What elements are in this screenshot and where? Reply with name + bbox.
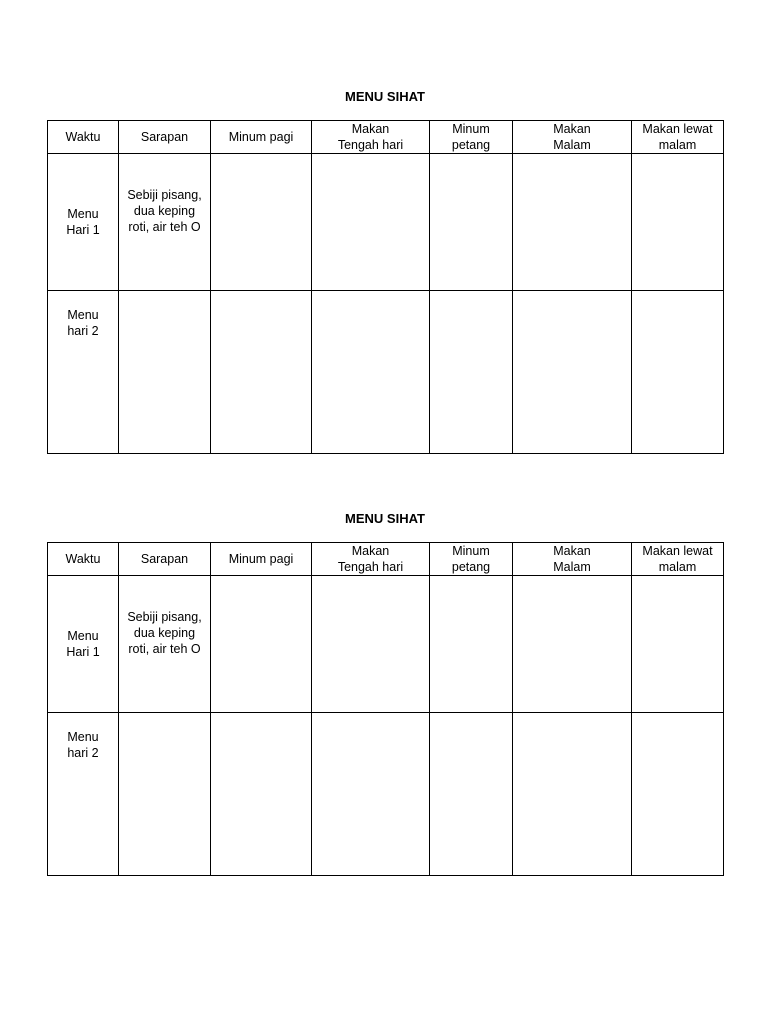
header-makan-tengah-hari: Makan Tengah hari — [312, 121, 430, 154]
table-cell — [513, 291, 632, 454]
table-cell — [312, 576, 430, 713]
table-cell — [632, 576, 724, 713]
header-waktu: Waktu — [48, 121, 119, 154]
menu-table — [47, 542, 724, 876]
header-minum-petang: Minum petang — [430, 121, 513, 154]
table-cell — [430, 154, 513, 291]
table-row — [48, 291, 724, 454]
table-row — [48, 154, 724, 291]
table-cell — [632, 291, 724, 454]
header-makan-malam: Makan Malam — [513, 543, 632, 576]
table-cell — [211, 154, 312, 291]
header-sarapan: Sarapan — [119, 121, 211, 154]
header-waktu: Waktu — [48, 543, 119, 576]
table-cell — [312, 713, 430, 876]
menu-table — [47, 120, 724, 454]
header-row — [48, 121, 724, 154]
header-minum-pagi: Minum pagi — [211, 543, 312, 576]
header-minum-pagi: Minum pagi — [211, 121, 312, 154]
table-cell: Menu Hari 1 — [48, 154, 119, 291]
header-makan-malam: Makan Malam — [513, 121, 632, 154]
table-cell: Menu hari 2 — [48, 291, 119, 454]
section-title: MENU SIHAT — [345, 89, 425, 104]
menu-section-2 — [47, 510, 723, 876]
table-row — [48, 713, 724, 876]
table-cell — [632, 713, 724, 876]
table-cell — [513, 576, 632, 713]
table-cell — [119, 291, 211, 454]
header-makan-lewat-malam: Makan lewat malam — [632, 543, 724, 576]
table-cell — [312, 291, 430, 454]
section-title: MENU SIHAT — [345, 511, 425, 526]
table-cell — [430, 576, 513, 713]
header-makan-tengah-hari: Makan Tengah hari — [312, 543, 430, 576]
menu-section-1 — [47, 88, 723, 454]
table-cell: Sebiji pisang, dua keping roti, air teh O — [119, 154, 211, 291]
table-cell — [211, 291, 312, 454]
table-cell — [312, 154, 430, 291]
header-makan-lewat-malam: Makan lewat malam — [632, 121, 724, 154]
table-cell — [513, 154, 632, 291]
table-row — [48, 576, 724, 713]
table-cell — [632, 154, 724, 291]
table-cell — [211, 713, 312, 876]
table-cell — [119, 713, 211, 876]
table-cell: Sebiji pisang, dua keping roti, air teh O — [119, 576, 211, 713]
header-row — [48, 543, 724, 576]
table-cell: Menu Hari 1 — [48, 576, 119, 713]
table-cell — [430, 291, 513, 454]
header-sarapan: Sarapan — [119, 543, 211, 576]
table-cell — [211, 576, 312, 713]
header-minum-petang: Minum petang — [430, 543, 513, 576]
table-cell — [513, 713, 632, 876]
table-cell — [430, 713, 513, 876]
table-cell: Menu hari 2 — [48, 713, 119, 876]
